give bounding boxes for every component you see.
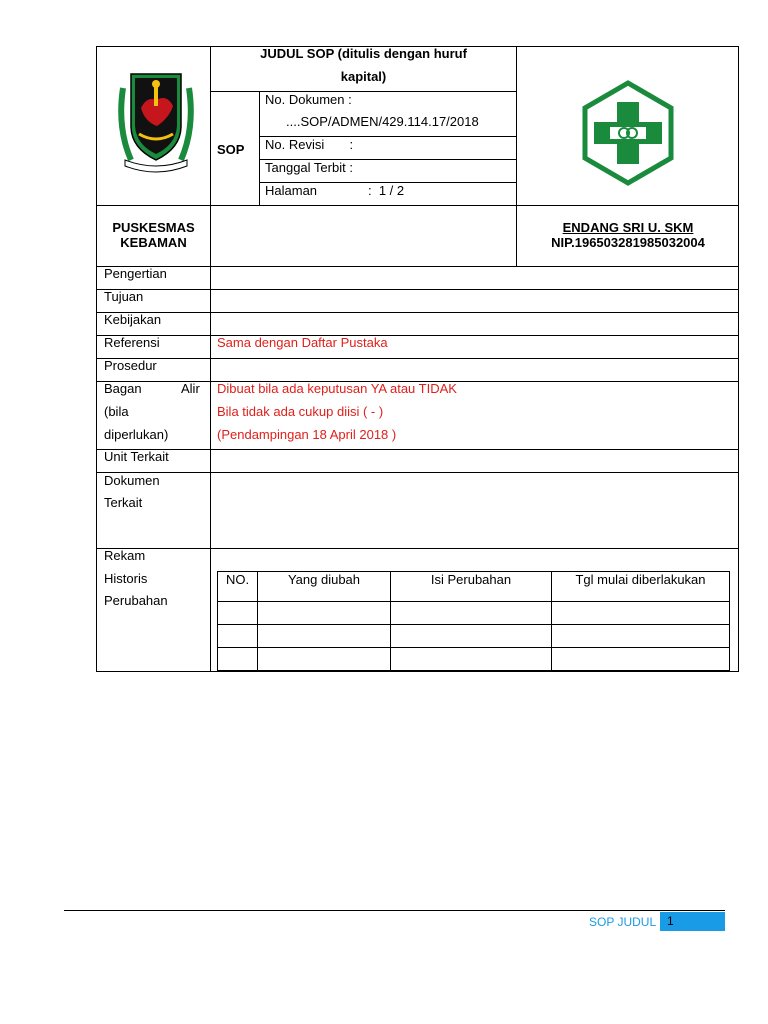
bagan-value-1: Dibuat bila ada keputusan YA atau TIDAK: [217, 381, 457, 396]
row-label-referensi: Referensi: [104, 335, 160, 350]
sop-title-line2: kapital): [340, 69, 387, 84]
history-header-isi-perubahan: Isi Perubahan: [430, 572, 512, 587]
row-label-rekam-1: Rekam: [104, 548, 146, 563]
row-label-prosedur: Prosedur: [104, 358, 157, 373]
footer-page-number: 1: [667, 914, 674, 928]
row-label-bagan-3: diperlukan): [104, 427, 169, 442]
row-label-tujuan: Tujuan: [104, 289, 144, 304]
tanggal-terbit-label: Tanggal Terbit :: [265, 160, 353, 175]
row-label-bagan-a: Bagan: [104, 381, 142, 396]
referensi-value: Sama dengan Daftar Pustaka: [217, 335, 388, 350]
no-revisi-label: No. Revisi :: [265, 137, 354, 152]
halaman-label: Halaman: [265, 183, 318, 198]
no-dokumen-value: ....SOP/ADMEN/429.114.17/2018: [286, 114, 479, 129]
row-label-bagan-2: (bila: [104, 404, 129, 419]
row-label-unit-terkait: Unit Terkait: [104, 449, 169, 464]
no-dokumen-label: No. Dokumen :: [265, 92, 352, 107]
history-header-tgl-mulai: Tgl mulai diberlakukan: [575, 572, 706, 587]
regional-emblem-logo: [117, 68, 195, 176]
footer-rule: [64, 910, 725, 911]
bagan-value-2: Bila tidak ada cukup diisi ( - ): [217, 404, 384, 419]
row-label-pengertian: Pengertian: [104, 266, 167, 281]
row-label-dokumen-2: Terkait: [104, 495, 143, 510]
row-label-kebijakan: Kebijakan: [104, 312, 162, 327]
footer-label: SOP JUDUL: [589, 915, 657, 929]
row-label-rekam-3: Perubahan: [104, 593, 168, 608]
puskesmas-name-line2: KEBAMAN: [120, 235, 187, 250]
sop-title-line1: JUDUL SOP (ditulis dengan huruf: [260, 46, 467, 61]
signer-nip: NIP.196503281985032004: [551, 235, 705, 250]
history-header-yang-diubah: Yang diubah: [287, 572, 361, 587]
footer-page-badge: [660, 912, 725, 931]
sop-label: SOP: [217, 142, 245, 157]
bagan-value-3: (Pendampingan 18 April 2018 ): [217, 427, 397, 442]
halaman-value: : 1 / 2: [368, 183, 405, 198]
signer-name: ENDANG SRI U. SKM: [562, 220, 694, 235]
puskesmas-logo: [580, 80, 676, 186]
row-label-rekam-2: Historis: [104, 571, 148, 586]
history-header-no: NO.: [225, 572, 250, 587]
row-label-dokumen-1: Dokumen: [104, 473, 160, 488]
puskesmas-name-line1: PUSKESMAS: [112, 220, 195, 235]
row-label-bagan-b: Alir: [181, 381, 200, 396]
